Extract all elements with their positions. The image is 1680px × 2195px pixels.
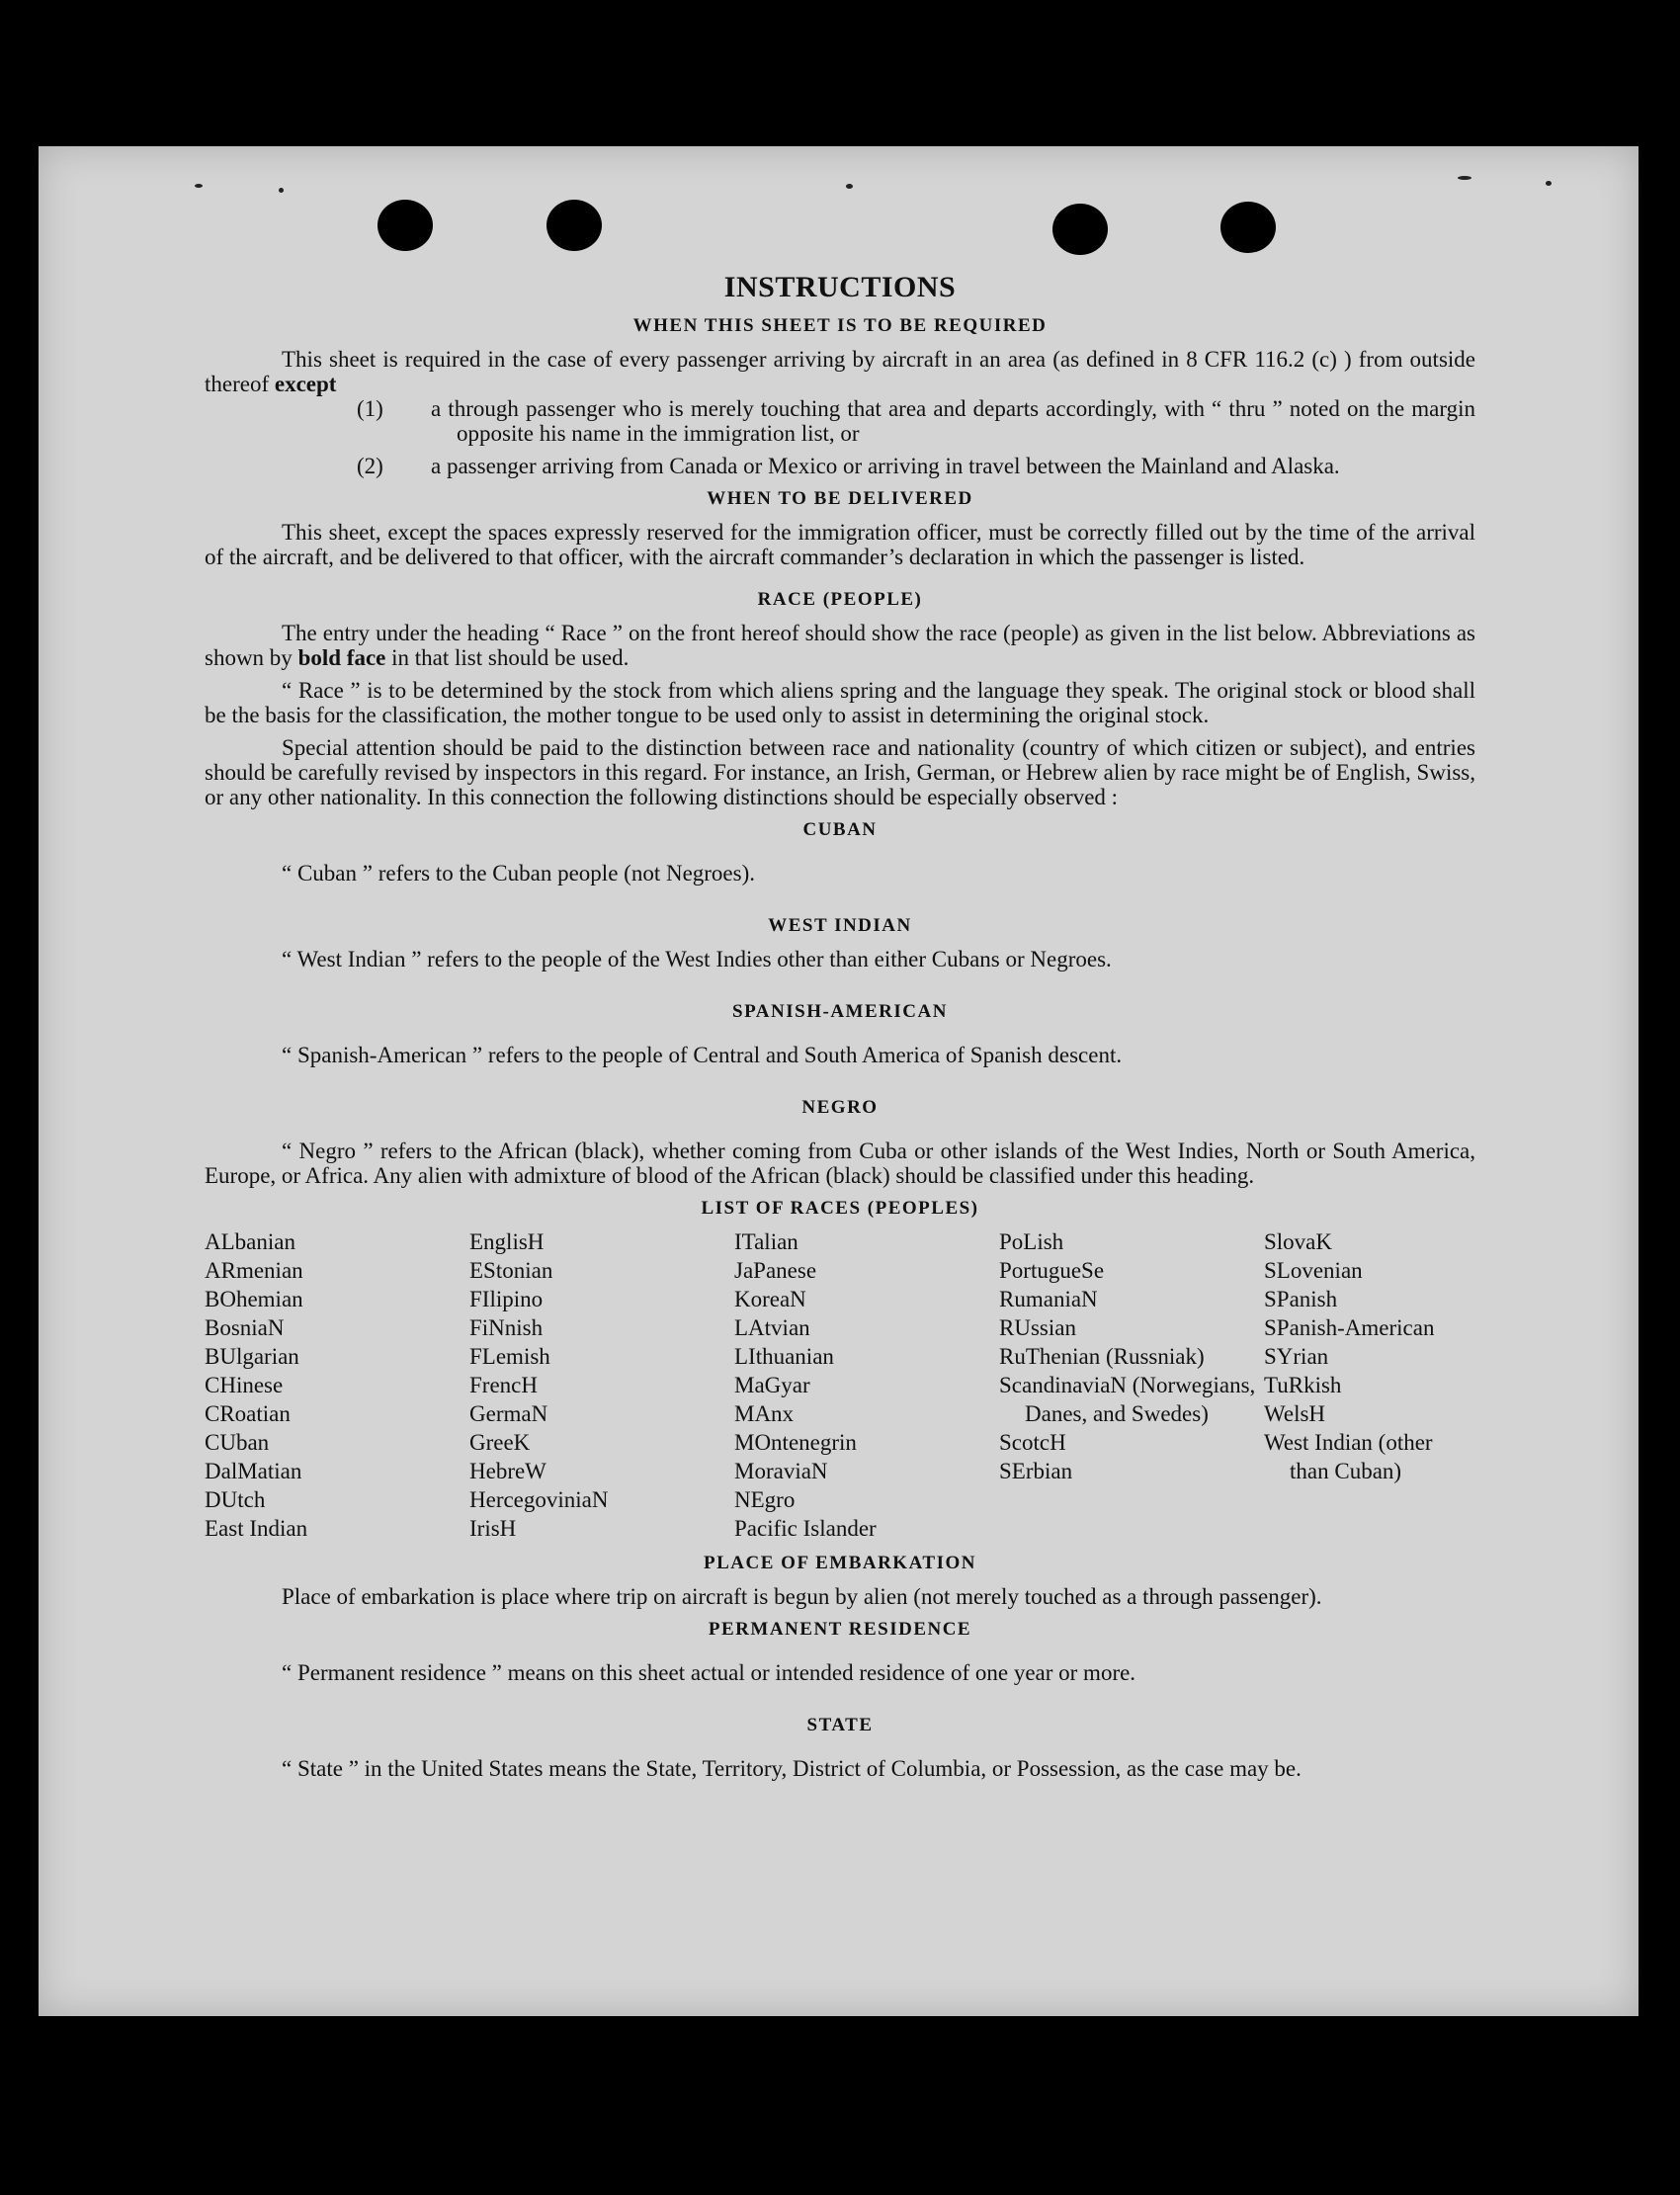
clause-1-text: a through passenger who is merely touching that area and departs accordingly, with “ thru ” noted on the margin opposite his name in the immigration list, or <box>431 396 1475 446</box>
race-item: FLemish <box>469 1344 550 1369</box>
when-required-intro-text: This sheet is required in the case of every passenger arriving by aircraft in an area (as defined in 8 CFR 116.2 (c) ) from outside thereof <box>205 347 1475 396</box>
race-item: FIlipino <box>469 1287 544 1311</box>
race-paragraph-1 <box>205 621 1475 670</box>
cuban-text: “ Cuban ” refers to the Cuban people (not Negroes). <box>282 861 756 886</box>
race-column-5 <box>1264 1227 1475 1543</box>
spanish-american-text: “ Spanish-American ” refers to the people of Central and South America of Spanish descent. <box>282 1043 1123 1067</box>
heading-embarkation: PLACE OF EMBARKATION <box>704 1553 976 1573</box>
race-item: HercegoviniaN <box>469 1487 609 1512</box>
race-column-1 <box>205 1227 469 1543</box>
heading-race: RACE (PEOPLE) <box>757 589 923 610</box>
negro-text: “ Negro ” refers to the African (black), whether coming from Cuba or other islands of the West Indies, North or South America, Europe, or Africa. Any alien with admixture of blood of the African (black) should be classified under this heading. <box>205 1139 1475 1188</box>
race-item: PortugueSe <box>999 1258 1105 1283</box>
race-item: SPanish <box>1264 1287 1338 1311</box>
race-p1-bold: bold face <box>297 645 386 670</box>
race-p1-after: in that list should be used. <box>391 645 630 670</box>
race-item: West Indian (other than Cuban) <box>1264 1430 1433 1483</box>
race-item: ALbanian <box>205 1229 295 1254</box>
race-item: MOntenegrin <box>734 1430 857 1455</box>
race-column-2 <box>469 1227 734 1543</box>
heading-negro: NEGRO <box>801 1097 879 1118</box>
race-item: FiNnish <box>469 1315 544 1340</box>
race-column-4 <box>999 1227 1264 1543</box>
race-item: BUlgarian <box>205 1344 299 1369</box>
race-item: RumaniaN <box>999 1287 1098 1311</box>
heading-list-of-races: LIST OF RACES (PEOPLES) <box>701 1198 979 1219</box>
race-item: LIthuanian <box>734 1344 834 1369</box>
race-p1-before: The entry under the heading “ Race ” on the front hereof should show the race (people) as given in the list below. Abbreviations as shown by <box>205 621 1475 670</box>
when-delivered-text: This sheet, except the spaces expressly reserved for the immigration officer, must be correctly filled out by the time of the arrival of the aircraft, and be delivered to that officer, with the aircraft commander’s declaration in which the passenger is listed. <box>205 520 1475 569</box>
race-item: CUban <box>205 1430 270 1455</box>
race-item: ScandinaviaN (Norwegians, Danes, and Swedes) <box>999 1373 1256 1426</box>
race-item: LAtvian <box>734 1315 810 1340</box>
punch-hole <box>378 200 433 251</box>
state-text: “ State ” in the United States means the State, Territory, District of Columbia, or Possession, as the case may be. <box>282 1756 1302 1781</box>
race-item: RUssian <box>999 1315 1076 1340</box>
race-item: GermaN <box>469 1401 548 1426</box>
race-item: ITalian <box>734 1229 798 1254</box>
race-item: HebreW <box>469 1459 546 1483</box>
race-item: JaPanese <box>734 1258 817 1283</box>
clause-2-text: a passenger arriving from Canada or Mexico or arriving in travel between the Mainland and Alaska. <box>431 454 1340 478</box>
race-item: EnglisH <box>469 1229 545 1254</box>
heading-when-required: WHEN THIS SHEET IS TO BE REQUIRED <box>632 315 1048 336</box>
permanent-residence-text: “ Permanent residence ” means on this sheet actual or intended residence of one year or more. <box>282 1660 1136 1685</box>
race-item: TuRkish <box>1264 1373 1342 1397</box>
heading-when-delivered: WHEN TO BE DELIVERED <box>707 488 973 509</box>
clause-1-number: (1) <box>357 396 383 421</box>
race-item: ARmenian <box>205 1258 303 1283</box>
race-paragraph-3: Special attention should be paid to the distinction between race and nationality (country of which citizen or subject), and entries should be carefully revised by inspectors in this regard. For instance, an Irish, German, or Hebrew alien by race might be of English, Swiss, or any other nationality. In this connection the following distinctions should be especially observed : <box>205 735 1475 809</box>
heading-spanish-american: SPANISH-AMERICAN <box>732 1001 948 1022</box>
race-item: GreeK <box>469 1430 531 1455</box>
race-item: EStonian <box>469 1258 553 1283</box>
clause-2 <box>205 454 1475 478</box>
clause-2-number: (2) <box>357 454 383 478</box>
heading-permanent-residence: PERMANENT RESIDENCE <box>708 1619 972 1640</box>
race-item: ScotcH <box>999 1430 1066 1455</box>
race-item: CHinese <box>205 1373 284 1397</box>
race-paragraph-2: “ Race ” is to be determined by the stock from which aliens spring and the language they speak. The original stock or blood shall be the basis for the classification, the mother tongue to be used only to assist in determining the original stock. <box>205 678 1475 727</box>
speck <box>195 184 203 188</box>
race-item: WelsH <box>1264 1401 1326 1426</box>
page-title: INSTRUCTIONS <box>723 271 957 303</box>
heading-west-indian: WEST INDIAN <box>768 915 912 936</box>
punch-hole <box>1220 202 1276 253</box>
race-item: BOhemian <box>205 1287 303 1311</box>
race-item: SYrian <box>1264 1344 1329 1369</box>
race-item: MaGyar <box>734 1373 810 1397</box>
speck <box>1546 181 1552 186</box>
race-item: SLovenian <box>1264 1258 1363 1283</box>
race-item: MAnx <box>734 1401 795 1426</box>
punch-hole <box>546 200 602 251</box>
clause-1 <box>205 396 1475 446</box>
race-item: NEgro <box>734 1487 796 1512</box>
race-item: FrencH <box>469 1373 538 1397</box>
document-sheet <box>39 146 1638 2016</box>
when-required-except: except <box>274 372 337 396</box>
race-item: CRoatian <box>205 1401 291 1426</box>
heading-cuban: CUBAN <box>802 819 878 840</box>
race-column-3 <box>734 1227 999 1543</box>
race-item: MoraviaN <box>734 1459 828 1483</box>
race-item: SPanish-American <box>1264 1315 1435 1340</box>
race-item: SErbian <box>999 1459 1073 1483</box>
speck <box>1458 176 1471 180</box>
race-item: SlovaK <box>1264 1229 1332 1254</box>
race-item: East Indian <box>205 1516 308 1541</box>
race-item: DalMatian <box>205 1459 302 1483</box>
when-required-intro <box>205 347 1475 396</box>
race-item: KoreaN <box>734 1287 806 1311</box>
heading-state: STATE <box>806 1715 874 1735</box>
west-indian-text: “ West Indian ” refers to the people of the West Indies other than either Cubans or Negroes. <box>282 947 1112 971</box>
punch-hole <box>1052 204 1108 255</box>
instructions-content <box>205 270 1475 1781</box>
speck <box>846 184 853 189</box>
race-list <box>205 1227 1475 1543</box>
embarkation-text: Place of embarkation is place where trip on aircraft is begun by alien (not merely touched as a through passenger). <box>282 1584 1322 1609</box>
speck <box>279 188 284 193</box>
race-item: BosniaN <box>205 1315 285 1340</box>
race-item: RuThenian (Russniak) <box>999 1344 1205 1369</box>
race-item: IrisH <box>469 1516 517 1541</box>
race-item: Pacific Islander <box>734 1516 877 1541</box>
race-item: PoLish <box>999 1229 1064 1254</box>
race-item: DUtch <box>205 1487 266 1512</box>
